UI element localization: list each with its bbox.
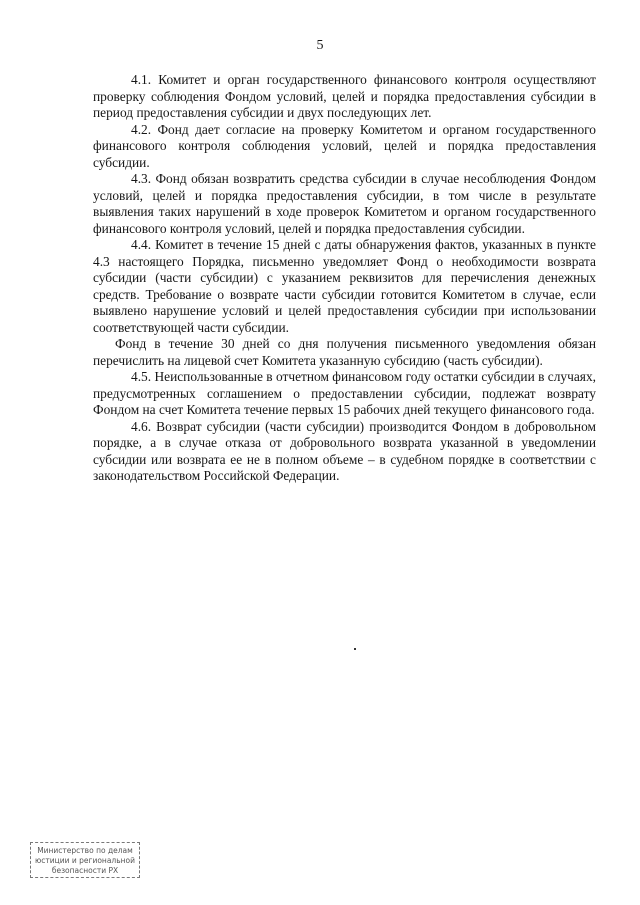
- paragraph-4-2: 4.2. Фонд дает согласие на проверку Комитетом и органом государственного финансового контроля соблюдения условий, целей и порядка предоставления субсидии.: [93, 121, 596, 170]
- registration-stamp: [30, 842, 140, 878]
- page-number: 5: [316, 38, 324, 53]
- paragraph-4-5: 4.5. Неиспользованные в отчетном финансовом году остатки субсидии в случаях, предусмотренных соглашением о предоставлении субсидии, подлежат возврату Фондом на счет Комитета течение первых 15 рабочих дней текущего финансового года.: [93, 369, 596, 417]
- paragraph-4-4: 4.4. Комитет в течение 15 дней с даты обнаружения фактов, указанных в пункте 4.3 настоящего Порядка, письменно уведомляет Фонд о необходимости возврата субсидии (части субсидии) с указанием реквизитов для перечисления денежных средств. Требование о возврате части субсидии готовится Комитетом в случае, если выявлено нарушение условий и целей предоставления субсидии при использовании соответствующей части субсидии.: [93, 237, 596, 335]
- paragraph-4-3: 4.3. Фонд обязан возвратить средства субсидии в случае несоблюдения Фондом условий, целей и порядка предоставления субсидии, в том числе в результате выявления таких нарушений в ходе проверок Комитетом и органом государственного финансового контроля условий, целей и порядка предоставления субсидии.: [93, 171, 596, 236]
- stray-dot: [354, 648, 356, 650]
- paragraph-4-1: 4.1. Комитет и орган государственного финансового контроля осуществляют проверку соблюдения Фондом условий, целей и порядка предоставления субсидии в период предоставления субсидии и двух последующих лет.: [93, 72, 596, 120]
- document-body: [93, 72, 596, 485]
- stamp-line-1: Министерство по делам: [37, 846, 133, 855]
- paragraph-4-6: 4.6. Возврат субсидии (части субсидии) производится Фондом в добровольном порядке, а в случае отказа от добровольного возврата указанной в уведомлении субсидии или возврата ее не в полном объеме – в судебном порядке в соответствии с законодательством Российской Федерации.: [93, 418, 596, 483]
- paragraph-4-4-continued: Фонд в течение 30 дней со дня получения письменного уведомления обязан перечислить на лицевой счет Комитета указанную субсидию (часть субсидии).: [93, 336, 596, 368]
- stamp-line-2: юстиции и региональной: [34, 856, 136, 865]
- stamp-line-3: безопасности РХ: [51, 866, 119, 875]
